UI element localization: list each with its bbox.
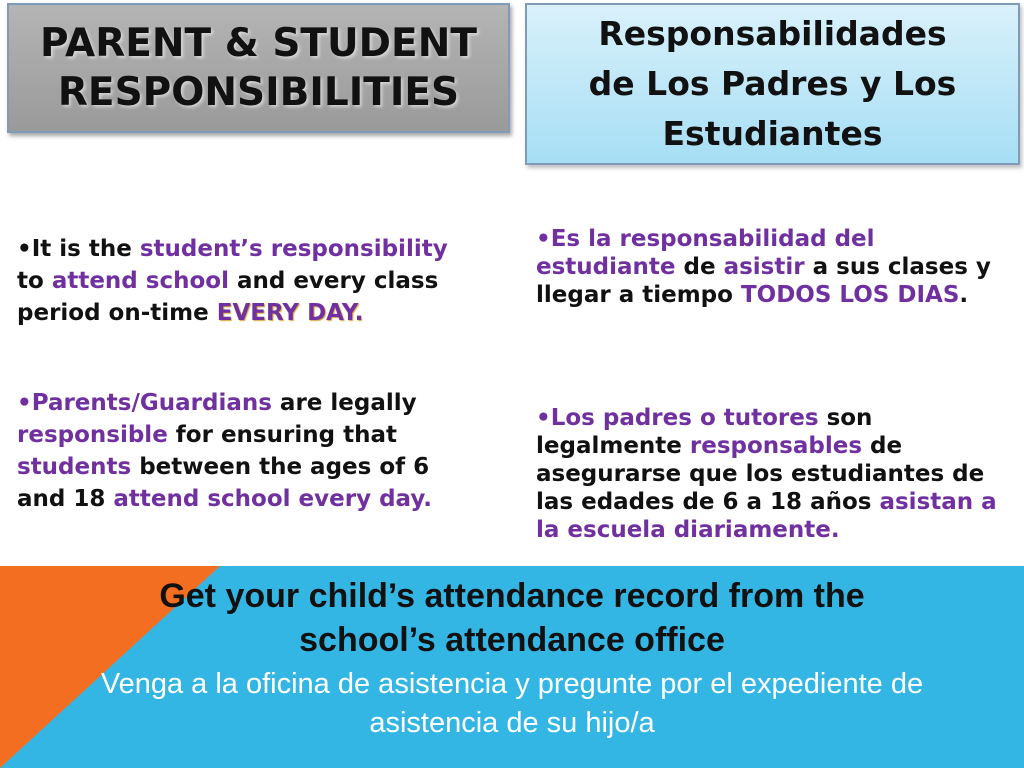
spanish-title-line3: Estudiantes	[662, 114, 883, 153]
banner-spanish-line1: Venga a la oficina de asistencia y pregunte por el expediente de	[100, 668, 924, 700]
highlight-run: •Los padres o tutores	[536, 405, 819, 431]
spanish-bullet-1	[536, 225, 1006, 309]
highlight-run: •Parents/Guardians	[17, 390, 272, 416]
english-title	[40, 19, 477, 117]
highlight-run: asistan a la escuela diariamente.	[536, 489, 997, 543]
text-run: to	[17, 268, 52, 294]
spanish-title	[589, 9, 957, 159]
english-title-line1: PARENT & STUDENT	[40, 21, 477, 66]
spanish-title-line1: Responsabilidades	[598, 14, 947, 53]
banner-text	[0, 566, 1024, 743]
spanish-title-box	[525, 3, 1020, 165]
highlight-run: student’s responsibility	[139, 236, 448, 262]
text-run: for ensuring that	[167, 422, 397, 448]
banner-english-line1: Get your child’s attendance record from the	[159, 577, 865, 615]
english-title-box	[7, 3, 510, 133]
spanish-bullet-2-text	[536, 404, 1006, 544]
text-run: de asegurarse que los estudiantes de las edades de 6 a 18 años	[536, 433, 985, 515]
text-run: .	[959, 282, 969, 308]
text-run: and every class period on-time	[17, 268, 439, 326]
highlight-run: asistir	[723, 254, 805, 280]
text-run: •It is the	[17, 236, 140, 262]
text-run: between the ages of 6 and 18	[17, 454, 430, 512]
attendance-banner	[0, 566, 1024, 768]
highlight-run: attend school	[51, 268, 229, 294]
english-bullet-2-text	[17, 387, 477, 515]
text-run: a sus clases y llegar a tiempo	[536, 254, 991, 308]
spanish-bullet-1-text	[536, 225, 1006, 309]
english-bullet-1	[17, 233, 477, 329]
highlight-run: students	[17, 454, 132, 480]
english-bullet-2	[17, 387, 477, 515]
banner-english-line2: school’s attendance office	[299, 621, 725, 659]
banner-english	[0, 574, 1024, 662]
highlight-run: responsible	[17, 422, 168, 448]
highlight-run: attend school every day.	[113, 486, 432, 512]
spanish-bullet-2	[536, 404, 1006, 544]
spanish-title-line2: de Los Padres y Los	[588, 64, 957, 103]
text-run: are legally	[271, 390, 417, 416]
highlight-run: TODOS LOS DIAS	[740, 282, 960, 308]
highlight-run: •Es la responsabilidad del estudiante	[536, 226, 875, 280]
banner-spanish	[0, 665, 1024, 743]
english-bullet-1-text	[17, 233, 477, 329]
highlight-run: responsables	[689, 433, 863, 459]
highlight-run: EVERY DAY.	[216, 300, 364, 326]
text-run: son legalmente	[536, 405, 873, 459]
text-run: de	[675, 254, 724, 280]
english-title-line2: RESPONSIBILITIES	[57, 70, 460, 115]
banner-spanish-line2: asistencia de su hijo/a	[369, 707, 655, 739]
